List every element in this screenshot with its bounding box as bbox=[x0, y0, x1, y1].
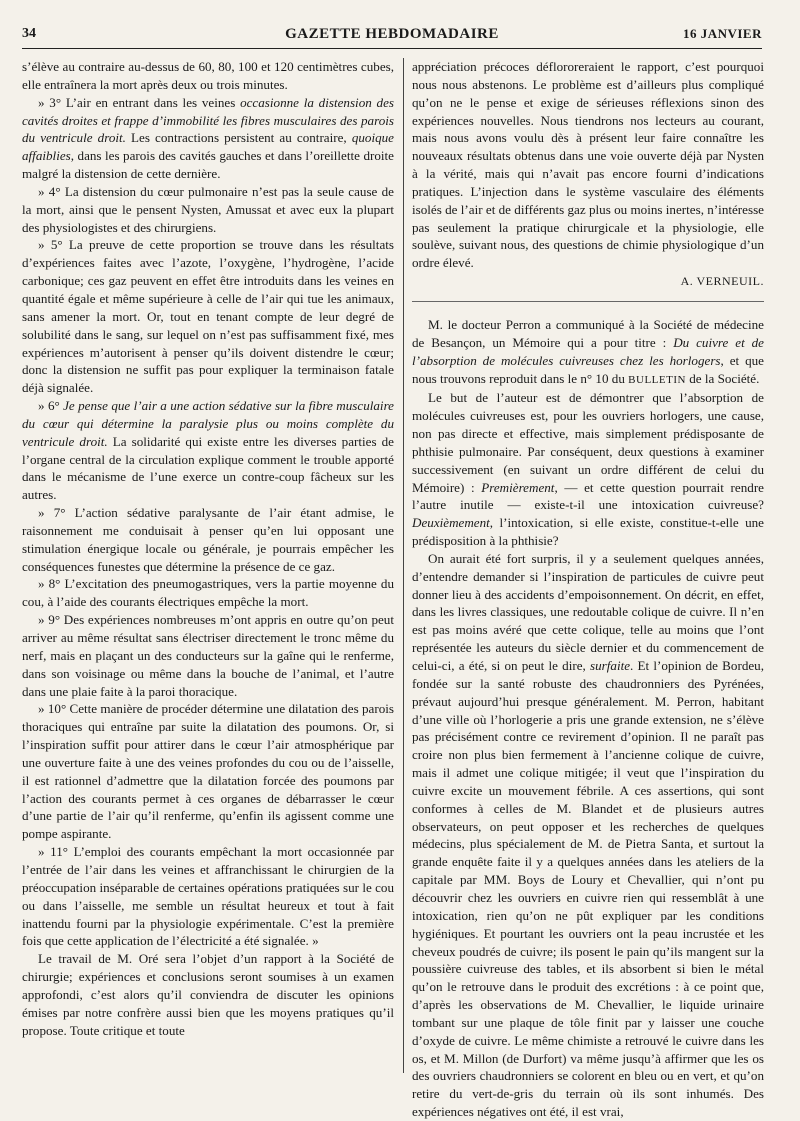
paragraph: » 8° L’excitation des pneumogastriques, vers la partie moyenne du cou, à l’aide des courants électriques empêche la mort. bbox=[22, 576, 394, 610]
column-divider bbox=[403, 58, 404, 1073]
left-column bbox=[22, 58, 394, 1078]
author-signature: A. VERNEUIL. bbox=[680, 274, 764, 289]
paragraph: » 3° L’air en entrant dans les veines occasionne la distension des cavités droites et frappe d’immobilité les fibres musculaires des parois du ventricule droit. Les contractions persistent au contraire, quoique affaiblies, dans les parois des cavités gauches et dans l’oreillette droite malgré la distension de cette dernière. bbox=[22, 94, 394, 182]
paragraph: » 9° Des expériences nombreuses m’ont appris en outre qu’on peut arriver au même résultat sans électriser directement le tronc même du nerf, mais en plaçant un des conducteurs sur la gaîne qui le renferme, dans son voisinage ou même dans la bouche de l’animal, et l’autre dans une plaie faite à la paroi thoracique. bbox=[22, 612, 394, 699]
issue-date: 16 JANVIER bbox=[682, 26, 762, 41]
publication-title: GAZETTE HEBDOMADAIRE bbox=[285, 26, 499, 42]
paragraph: Le but de l’auteur est de démontrer que l’absorption de molécules cuivreuses est, pour les ouvriers horlogers, une cause, non pas directe et effective, mais simplement prédisposante de phthisie pulmonaire. Par conséquent, deux questions à examiner successivement (en suivant un ordre différent de celui du Mémoire) : Premièrement, — et cette question pourrait rendre l’autre inutile — existe-t-il une intoxication cuivreuse? Deuxièmement, l’intoxication, si elle existe, constitue-t-elle une prédisposition à la phthisie? bbox=[412, 390, 764, 549]
paragraph: » 10° Cette manière de procéder détermine une dilatation des parois thoraciques qui entraîne par suite la dilatation des poumons. Or, si l’inspiration suffit pour attirer dans le cœur l’air atmosphérique par une ouverture faite à une des veines profondes du cou ou de l’aisselle, il est rationnel d’admettre que la dilatation forcée des poumons par l’action des courants permet à ces organes de débarrasser le cœur d’une partie de l’air qu’il renferme, qu’enfin ils agissent comme une pompe aspirante. bbox=[22, 701, 394, 842]
paragraph: M. le docteur Perron a communiqué à la Société de médecine de Besançon, un Mémoire qui a pour titre : Du cuivre et de l’absorption de molécules cuivreuses chez les horlogers, et que nous trouvons reproduit dans le n° 10 du BULLETIN de la Société. bbox=[412, 316, 764, 386]
page-number: 34 bbox=[22, 26, 36, 41]
paragraph: On aurait été fort surpris, il y a seulement quelques années, d’entendre demander si l’inspiration de particules de cuivre peut donner lieu à des accidents d’empoisonnement. On décrit, en effet, dans les livres classiques, une redoutable colique de cuivre. Il n’en est pas moins avéré que cette colique, telle au moins que l’ont représentée les auteurs du siècle dernier et du commencement de celui-ci, a été, si on peut le dire, surfaite. Et l’opinion de Bordeu, fondée sur la santé robuste des chaudronniers des Pyrénées, prévaut aujourd’hui presque généralement. M. Perron, habitant d’une ville où l’horlogerie a pris une grande extension, ne s’élève pas précisément contre ce revirement d’opinion. Il ne paraît pas croire non plus bien fermement à l’ancienne colique de cuivre, mais il admet une colique mitigée; il veut que l’inspiration du cuivre excite un mouvement fébrile. A ces assertions, qui sont conformes à celles de M. Blandet et de plusieurs autres observateurs, on peut opposer et les recherches de quelques médecins, plus spécialement de M. de Pietra Santa, et surtout la grande enquête faite il y a quelques années dans les ateliers de la capitale par MM. Boys de Loury et Chevallier, qui n’ont pu découvrir chez les ouvriers en cuivre rien qui ressemblât à une intoxication, rien qu’on ne pût expliquer par les conditions hygiéniques. Et pourtant les ouvriers ont la peau incrustée et les cheveux poudrés de cuivre; ils posent le pain qu’ils mangent sur la poussière cuivreuse des tables, et ils absorbent si bien le métal qu’on le retrouve dans le produit des excrétions : à ce point que, d’après les observations de M. Chevallier, le liquide urinaire tombant sur une plaque de tôle finit par y laisser une couche d’oxyde de cuivre. Le même chimiste a retrouvé le cuivre dans les os, et M. Millon (de Durfort) va même jusqu’à affirmer que les os des ouvriers chaudronniers se colorent en bleu ou en vert, et qu’on retire du vert-de-gris du terrain où ils sont inhumés. Des expériences négatives ont été, il est vrai, bbox=[412, 550, 764, 1120]
paragraph: » 7° L’action sédative paralysante de l’air étant admise, le raisonnement me conduisait à penser qu’en lui opposant une stimulation énergique locale ou générale, je pourrais empêcher les conséquences funestes que détermine la présence de ce gaz. bbox=[22, 505, 394, 574]
paragraph: s’élève au contraire au-dessus de 60, 80, 100 et 120 centimètres cubes, elle entraînera la mort après deux ou trois minutes. bbox=[22, 59, 394, 92]
page-header bbox=[22, 26, 762, 48]
paragraph: » 4° La distension du cœur pulmonaire n’est pas la seule cause de la mort, ainsi que le pensent Nysten, Amussat et avec eux la plupart des physiologistes et des chirurgiens. bbox=[22, 183, 394, 235]
paragraph: » 5° La preuve de cette proportion se trouve dans les résultats d’expériences faites avec l’azote, l’oxygène, l’hydrogène, l’acide carbonique; ces gaz peuvent en effet être introduits dans les veines en quantité égale et même supérieure à celle de l’air qui tue les animaux, sans amener la mort. Or, tout en tenant compte de leur degré de solubilité dans le sang, sur lequel on n’est pas suffisamment fixé, mes expériences m’autorisent à penser qu’ils doivent distendre le cœur; donc la distension ne suffit pas pour expliquer la terminaison fatale déjà signalée. bbox=[22, 237, 394, 396]
article-separator bbox=[412, 301, 764, 302]
paragraph: » 11° L’emploi des courants empêchant la mort occasionnée par l’entrée de l’air dans les veines et affranchissant le chirurgien de la préoccupation inséparable de certaines opérations pratiquées sur le cou ou dans l’aisselle, me semble un résultat heureux et tout à fait inattendu fourni par la physiologie expérimentale. C’est la première fois que cette application de l’électricité a été signalée. » bbox=[22, 844, 394, 949]
right-column bbox=[412, 58, 764, 1120]
paragraph: Le travail de M. Oré sera l’objet d’un rapport à la Société de chirurgie; expériences et conclusions seront soumises à un examen approfondi, c’est alors qu’il conviendra de discuter les opinions émises par notre confrère aussi bien que les moyens pratiques qu’il propose. Toute critique et toute bbox=[22, 951, 394, 1038]
header-rule bbox=[22, 48, 762, 49]
paragraph: appréciation précoces déflororeraient le rapport, c’est pourquoi nous nous abstenons. Le problème est d’ailleurs plus compliqué qu’on ne le pense et exige de sérieuses réflexions sinon des expériences nouvelles. Nous tiendrons nos lecteurs au courant, mais nous avons voulu dès à présent leur faire connaître les nouveaux résultats obtenus dans une voie ouverte déjà par Nysten à la vérité, mais qui n’avait pas encore fourni d’indications pratiques. L’injection dans le système vasculaire des éléments isolés de l’air et de différents gaz plus ou moins inertes, n’intéresse pas seulement la pratique chirurgicale et la physiologie, elle soulève, suivant nous, des questions de chimie physiologique d’un ordre élevé. bbox=[412, 59, 764, 271]
paragraph: » 6° Je pense que l’air a une action sédative sur la fibre musculaire du cœur qui détermine la paralysie plus ou moins complète du ventricule droit. La solidarité qui existe entre les diverses parties de l’organe central de la circulation explique comment le trouble apporté dans le mécanisme de l’une exerce un contre-coup fâcheux sur les autres. bbox=[22, 398, 394, 503]
